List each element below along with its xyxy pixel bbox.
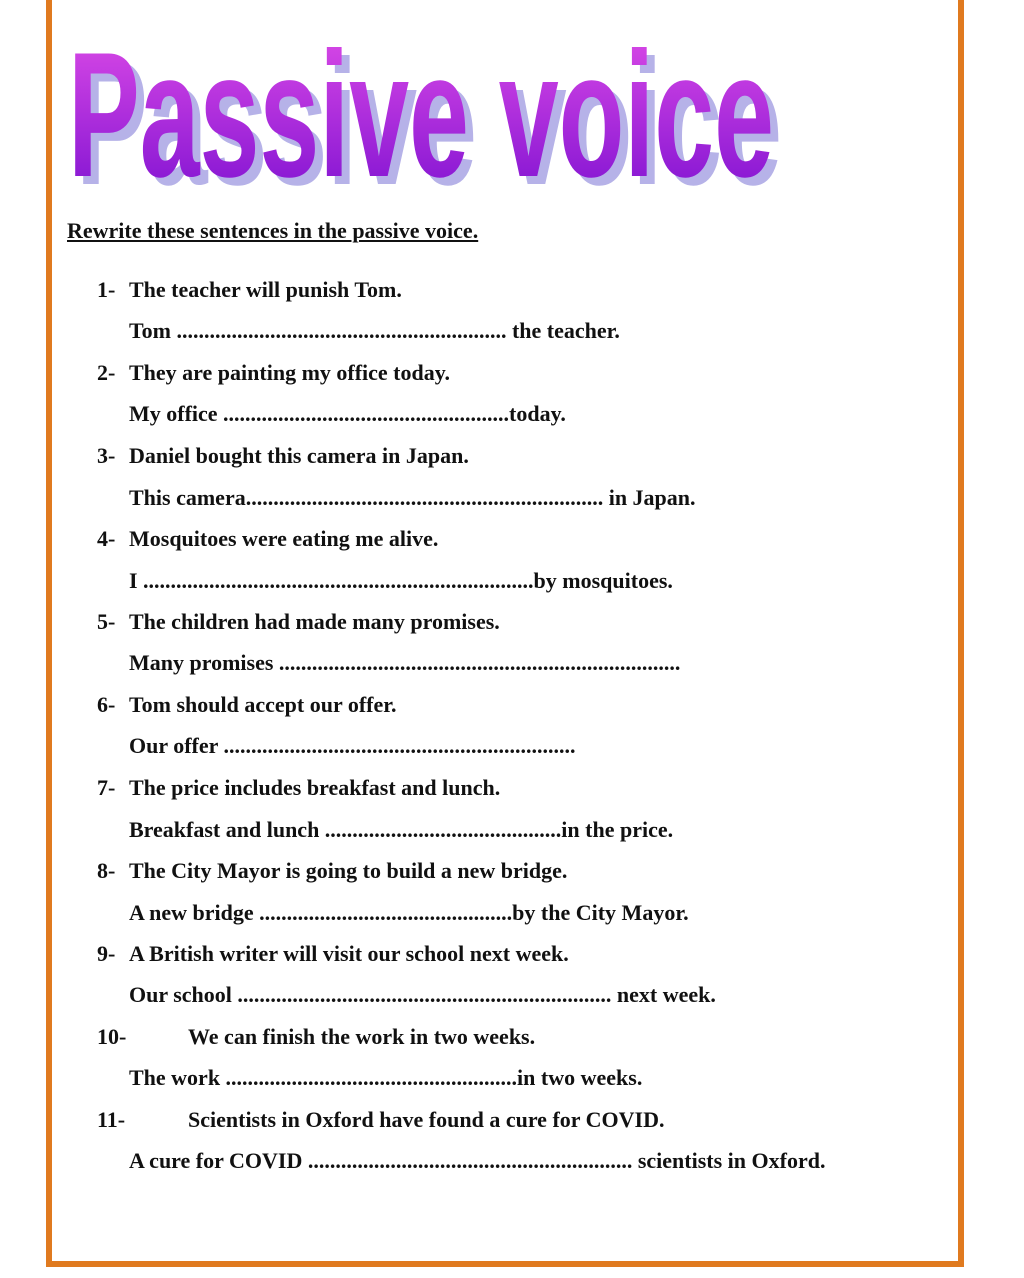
question-item bbox=[97, 526, 438, 552]
question-number: 1- bbox=[97, 277, 116, 302]
question-number: 7- bbox=[97, 775, 116, 800]
answer-line: I .......................................................................by mosquitoes. bbox=[129, 568, 673, 593]
question-item bbox=[97, 858, 567, 884]
answer-line: Breakfast and lunch ...........................................in the price. bbox=[129, 817, 674, 842]
question-sentence: The children had made many promises. bbox=[129, 609, 500, 634]
question-sentence: They are painting my office today. bbox=[129, 360, 451, 385]
question-sentence: The City Mayor is going to build a new bridge. bbox=[129, 858, 568, 883]
question-number: 11- bbox=[97, 1107, 126, 1132]
question-number: 2- bbox=[97, 360, 116, 385]
question-sentence: Tom should accept our offer. bbox=[129, 692, 397, 717]
question-number: 5- bbox=[97, 609, 116, 634]
answer-line: This camera................................................................. in Japan. bbox=[129, 485, 696, 510]
question-sentence: Daniel bought this camera in Japan. bbox=[129, 443, 469, 468]
answer-line: The work .....................................................in two weeks. bbox=[129, 1065, 643, 1090]
question-number: 9- bbox=[97, 941, 116, 966]
answer-line: My office ....................................................today. bbox=[129, 401, 566, 426]
answer-line: Many promises ......................................................................... bbox=[129, 650, 681, 675]
question-item bbox=[97, 692, 396, 718]
question-number: 8- bbox=[97, 858, 116, 883]
question-item bbox=[97, 1024, 535, 1050]
question-item bbox=[97, 941, 569, 967]
answer-line: A new bridge ..............................................by the City Mayor. bbox=[129, 900, 689, 925]
question-sentence: The teacher will punish Tom. bbox=[129, 277, 402, 302]
question-sentence: Mosquitoes were eating me alive. bbox=[129, 526, 439, 551]
answer-line: A cure for COVID ........................................................... scientists in Oxford. bbox=[129, 1148, 826, 1173]
question-number: 10- bbox=[97, 1024, 127, 1049]
question-item bbox=[97, 609, 500, 635]
title-shadow: Passive voice bbox=[76, 23, 782, 208]
page-title bbox=[62, 8, 792, 208]
question-sentence: The price includes breakfast and lunch. bbox=[129, 775, 501, 800]
question-sentence: A British writer will visit our school next week. bbox=[129, 941, 569, 966]
question-number: 6- bbox=[97, 692, 116, 717]
question-number: 4- bbox=[97, 526, 116, 551]
title-wordart bbox=[62, 8, 792, 208]
answer-line: Tom ............................................................ the teacher. bbox=[129, 318, 620, 343]
question-item bbox=[97, 775, 500, 801]
question-sentence: Scientists in Oxford have found a cure for COVID. bbox=[188, 1107, 665, 1132]
instruction-text: Rewrite these sentences in the passive voice. bbox=[67, 218, 479, 243]
question-item bbox=[97, 443, 469, 469]
question-sentence: We can finish the work in two weeks. bbox=[188, 1024, 536, 1049]
answer-line: Our school .................................................................... next week. bbox=[129, 982, 716, 1007]
answer-line: Our offer ................................................................ bbox=[129, 733, 576, 758]
question-item bbox=[97, 360, 450, 386]
title-text: Passive voice bbox=[68, 15, 774, 208]
question-item bbox=[97, 277, 402, 303]
question-item bbox=[97, 1107, 664, 1133]
question-number: 3- bbox=[97, 443, 116, 468]
